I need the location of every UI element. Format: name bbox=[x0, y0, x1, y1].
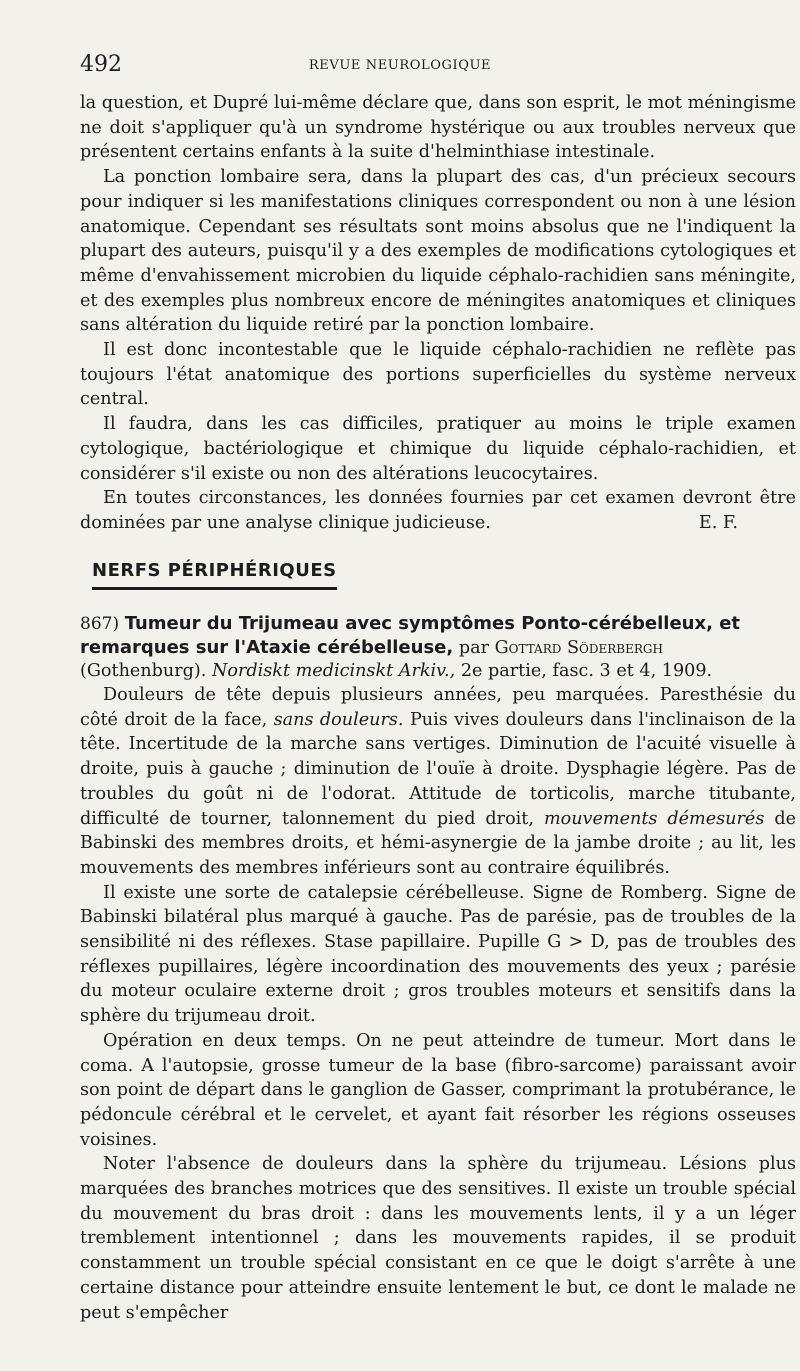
running-header bbox=[80, 52, 720, 82]
signature: E. F. bbox=[698, 512, 738, 533]
article-journal: Nordiskt medicinskt Arkiv., bbox=[211, 661, 456, 681]
text-run: de Babinski des membres droits, et hémi-asynergie de la jambe droite ; au lit, les mouvements des membres inférieurs sont au contraire équilibrés. bbox=[80, 808, 796, 878]
paragraph: Noter l'absence de douleurs dans la sphère du trijumeau. Lésions plus marquées des branches motrices que des sensitives. Il existe un trouble spécial du mouvement du bras droit : dans les mouvements lents, il y a un léger tremblement intentionnel ; dans les mouvements rapides, il se produit constamment un trouble spécial consistant en ce que le doigt s'arrête à une certaine distance pour atteindre ensuite lentement le but, ce dont le malade ne peut s'empêcher bbox=[80, 1154, 796, 1323]
previous-article-text bbox=[80, 91, 796, 536]
text-run: Puis vives douleurs dans l'inclinaison de la tête. Incertitude de la marche sans vertiges. Diminution de l'acuité visuelle à droite, puis à gauche ; diminution de l'ouïe à droite. Dysphagie légère. Pas de troubles du goût ni de l'odorat. Attitude de torticolis, marche titubante, difficulté de tourner, talonnement du pied droit, bbox=[80, 709, 797, 829]
article-number: 867) bbox=[80, 614, 120, 634]
page-number: 492 bbox=[80, 52, 122, 77]
article-city: (Gothenburg). bbox=[80, 661, 207, 681]
paragraph: la question, et Dupré lui-même déclare que, dans son esprit, le mot méningisme ne doit s'appliquer qu'à un syndrome hystérique ou aux troubles nerveux que présentent certains enfants à la suite d'helminthiase intestinale. bbox=[80, 93, 796, 163]
article-details: 2e partie, fasc. 3 et 4, 1909. bbox=[460, 661, 713, 681]
article-heading bbox=[80, 612, 792, 683]
text-run-italic: mouvements démesurés bbox=[543, 808, 765, 829]
paragraph: La ponction lombaire sera, dans la plupart des cas, d'un précieux secours pour indiquer si les manifestations cliniques correspondent ou non à une lésion anatomique. Cependant ses résultats sont moins absolus que ne l'indiquent la plupart des auteurs, puisqu'il y a des exemples de modifications cytologiques et même d'envahissement microbien du liquide céphalo-rachidien sans méningite, et des exemples plus nombreux encore de méningites anatomiques et cliniques sans altération du liquide retiré par la ponction lombaire. bbox=[80, 167, 796, 336]
article-title: Tumeur du Trijumeau avec symptômes Ponto-cérébelleux, et remarques sur l'Ataxie cérébelleuse, bbox=[80, 613, 741, 658]
article-author: Gottard Söderbergh bbox=[494, 638, 663, 658]
paragraph: Il faudra, dans les cas difficiles, pratiquer au moins le triple examen cytologique, bactériologique et chimique du liquide céphalo-rachidien, et considérer s'il existe ou non des altérations leucocytaires. bbox=[80, 414, 796, 484]
text-run-italic: sans douleurs. bbox=[273, 709, 404, 730]
journal-title: REVUE NEUROLOGIQUE bbox=[308, 58, 492, 73]
paragraph-text: En toutes circonstances, les données fournies par cet examen devront être dominées par une analyse clinique judicieuse. bbox=[80, 488, 796, 533]
text-run: Douleurs de tête depuis plusieurs années, peu marquées. Paresthésie du côté droit de la face, bbox=[80, 685, 796, 730]
paragraph-with-signature bbox=[80, 486, 796, 535]
paragraph: Opération en deux temps. On ne peut atteindre de tumeur. Mort dans le coma. A l'autopsie, grosse tumeur de la base (fibro-sarcome) paraissant avoir son point de départ dans le ganglion de Gasser, comprimant la protubérance, le pédoncule cérébral et le cervelet, et ayant fait résorber les régions osseuses voisines. bbox=[80, 1030, 796, 1150]
paragraph bbox=[80, 683, 796, 881]
section-title: NERFS PÉRIPHÉRIQUES bbox=[92, 560, 337, 590]
paragraph: Il est donc incontestable que le liquide céphalo-rachidien ne reflète pas toujours l'état anatomique des portions superficielles du système nerveux central. bbox=[80, 340, 796, 410]
paragraph: Il existe une sorte de catalepsie cérébelleuse. Signe de Romberg. Signe de Babinski bilatéral plus marqué à gauche. Pas de parésie, pas de troubles de la sensibilité ni des réflexes. Stase papillaire. Pupille G > D, pas de troubles des réflexes pupillaires, légère incoordination des mouvements des yeux ; parésie du moteur oculaire externe droit ; gros troubles moteurs et sensitifs dans la sphère du trijumeau droit. bbox=[80, 882, 796, 1027]
article-by: par bbox=[458, 638, 489, 658]
article-body bbox=[80, 683, 796, 1325]
